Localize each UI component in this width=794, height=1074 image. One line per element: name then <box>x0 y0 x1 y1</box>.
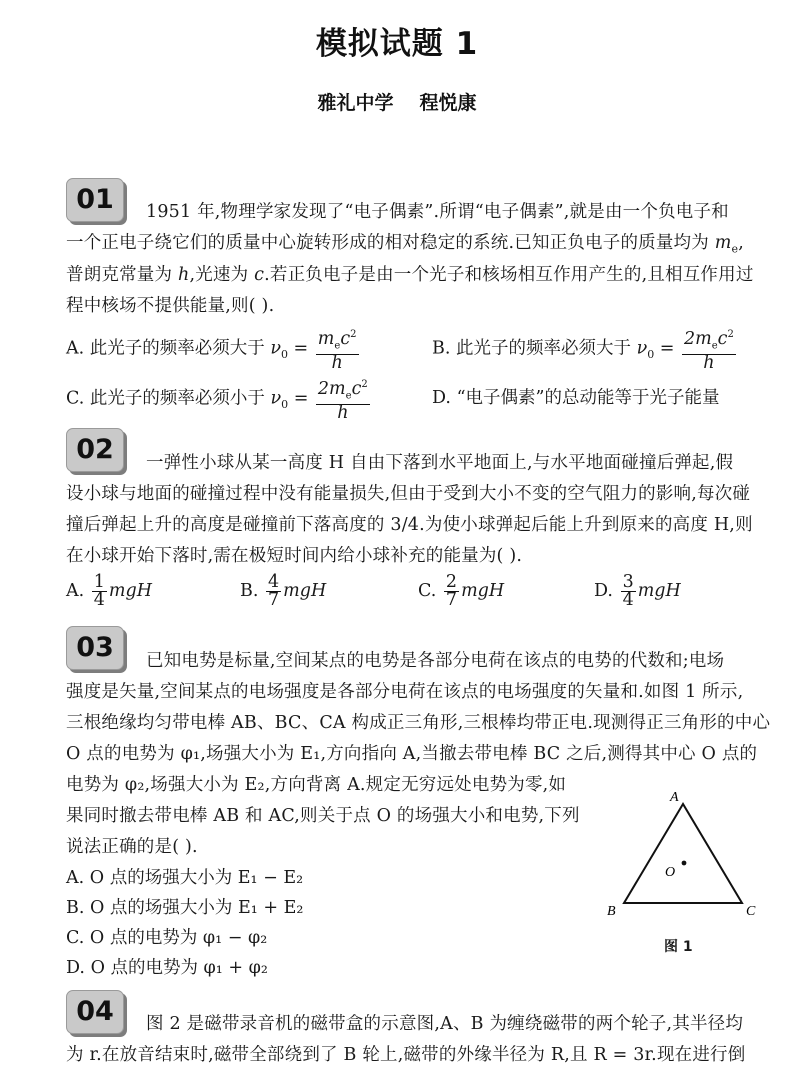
q3-line-4: O 点的电势为 φ₁,场强大小为 E₁,方向指向 A,当撤去带电棒 BC 之后,测得其中心 O 点的 <box>66 744 758 764</box>
q4-line-1: 图 2 是磁带录音机的磁带盒的示意图,A、B 为缠绕磁带的两个轮子,其半径均 <box>146 1014 744 1034</box>
question-number-4: 04 <box>66 990 124 1034</box>
q3-line-7: 说法正确的是( ). <box>66 837 198 857</box>
q2-option-b: B. $\frac{4}{7}$ mgH <box>240 572 327 610</box>
q3-line-5: 电势为 φ₂,场强大小为 E₂,方向背离 A.规定无穷远处电势为零,如 <box>66 775 567 795</box>
q1-option-b: B. 此光子的频率必须大于 $\nu_0$ = $\frac{2m_ec^2}{h}$ <box>432 326 738 372</box>
q2-line-3: 撞后弹起上升的高度是碰撞前下落高度的 3/4.为使小球弹起后能上升到原来的高度 H,则 <box>66 515 753 535</box>
q2-line-4: 在小球开始下落时,需在极短时间内给小球补充的能量为( ). <box>66 546 523 566</box>
question-number-3: 03 <box>66 626 124 670</box>
page-title: 模拟试题 1 <box>315 26 479 62</box>
q1-option-d: D. “电子偶素”的总动能等于光子能量 <box>432 388 720 408</box>
author-name: 程悦康 <box>419 92 477 114</box>
q3-line-1: 已知电势是标量,空间某点的电势是各部分电荷在该点的电势的代数和;电场 <box>146 651 725 671</box>
vertex-b-label: B <box>607 904 616 919</box>
q1-option-c: C. 此光子的频率必须小于 $\nu_0$ = $\frac{2m_ec^2}{h}$ <box>66 376 372 422</box>
q1-b-fraction: $\frac{2m_ec^2}{h}$ <box>682 326 736 372</box>
q3-option-d: D. O 点的电势为 φ₁ + φ₂ <box>66 958 268 978</box>
q1-line-2: 一个正电子绕它们的质量中心旋转形成的相对稳定的系统.已知正负电子的质量均为 $m_e$, <box>66 233 745 256</box>
vertex-c-label: C <box>746 904 756 919</box>
question-number-2: 02 <box>66 428 124 472</box>
q1-a-fraction: $\frac{m_ec^2}{h}$ <box>316 326 359 372</box>
q3-option-b: B. O 点的场强大小为 E₁ + E₂ <box>66 898 304 918</box>
q3-line-2: 强度是矢量,空间某点的电场强度是各部分电荷在该点的电场强度的矢量和.如图 1 所示, <box>66 682 744 702</box>
q2-option-c: C. $\frac{2}{7}$ mgH <box>418 572 505 610</box>
q1-option-a: A. 此光子的频率必须大于 $\nu_0$ = $\frac{m_ec^2}{h}$ <box>66 326 361 372</box>
q3-line-6: 果同时撤去带电棒 AB 和 AC,则关于点 O 的场强大小和电势,下列 <box>66 806 580 826</box>
q1-line-3: 普朗克常量为 h,光速为 c.若正负电子是由一个光子和核场相互作用产生的,且相互作用过 <box>66 265 754 285</box>
q2-option-a: A. $\frac{1}{4}$ mgH <box>66 572 152 610</box>
q3-option-c: C. O 点的电势为 φ₁ − φ₂ <box>66 928 268 948</box>
question-number-1: 01 <box>66 178 124 222</box>
center-label: O <box>665 865 676 880</box>
figure-1-triangle <box>598 782 778 922</box>
q3-option-a: A. O 点的场强大小为 E₁ − E₂ <box>66 868 304 888</box>
figure-1-caption: 图 1 <box>664 939 693 955</box>
center-point <box>682 861 687 866</box>
q4-line-2: 为 r.在放音结束时,磁带全部绕到了 B 轮上,磁带的外缘半径为 R,且 R = 3r.现在进行倒 <box>66 1045 746 1065</box>
triangle-shape <box>624 804 742 903</box>
q1-line-1: 1951 年,物理学家发现了“电子偶素”.所谓“电子偶素”,就是由一个负电子和 <box>146 202 729 222</box>
q2-line-1: 一弹性小球从某一高度 H 自由下落到水平地面上,与水平地面碰撞后弹起,假 <box>146 453 734 473</box>
vertex-a-label: A <box>670 790 679 805</box>
author-line <box>0 88 794 115</box>
q3-line-3: 三根绝缘均匀带电棒 AB、BC、CA 构成正三角形,三根棒均带正电.现测得正三角形的中心 <box>66 713 771 733</box>
q2-line-2: 设小球与地面的碰撞过程中没有能量损失,但由于受到大小不变的空气阻力的影响,每次碰 <box>66 484 751 504</box>
q1-c-fraction: $\frac{2m_ec^2}{h}$ <box>316 376 370 422</box>
q2-option-d: D. $\frac{3}{4}$ mgH <box>594 572 681 610</box>
author-school: 雅礼中学 <box>317 92 394 114</box>
q1-line-4: 程中核场不提供能量,则( ). <box>66 296 275 316</box>
